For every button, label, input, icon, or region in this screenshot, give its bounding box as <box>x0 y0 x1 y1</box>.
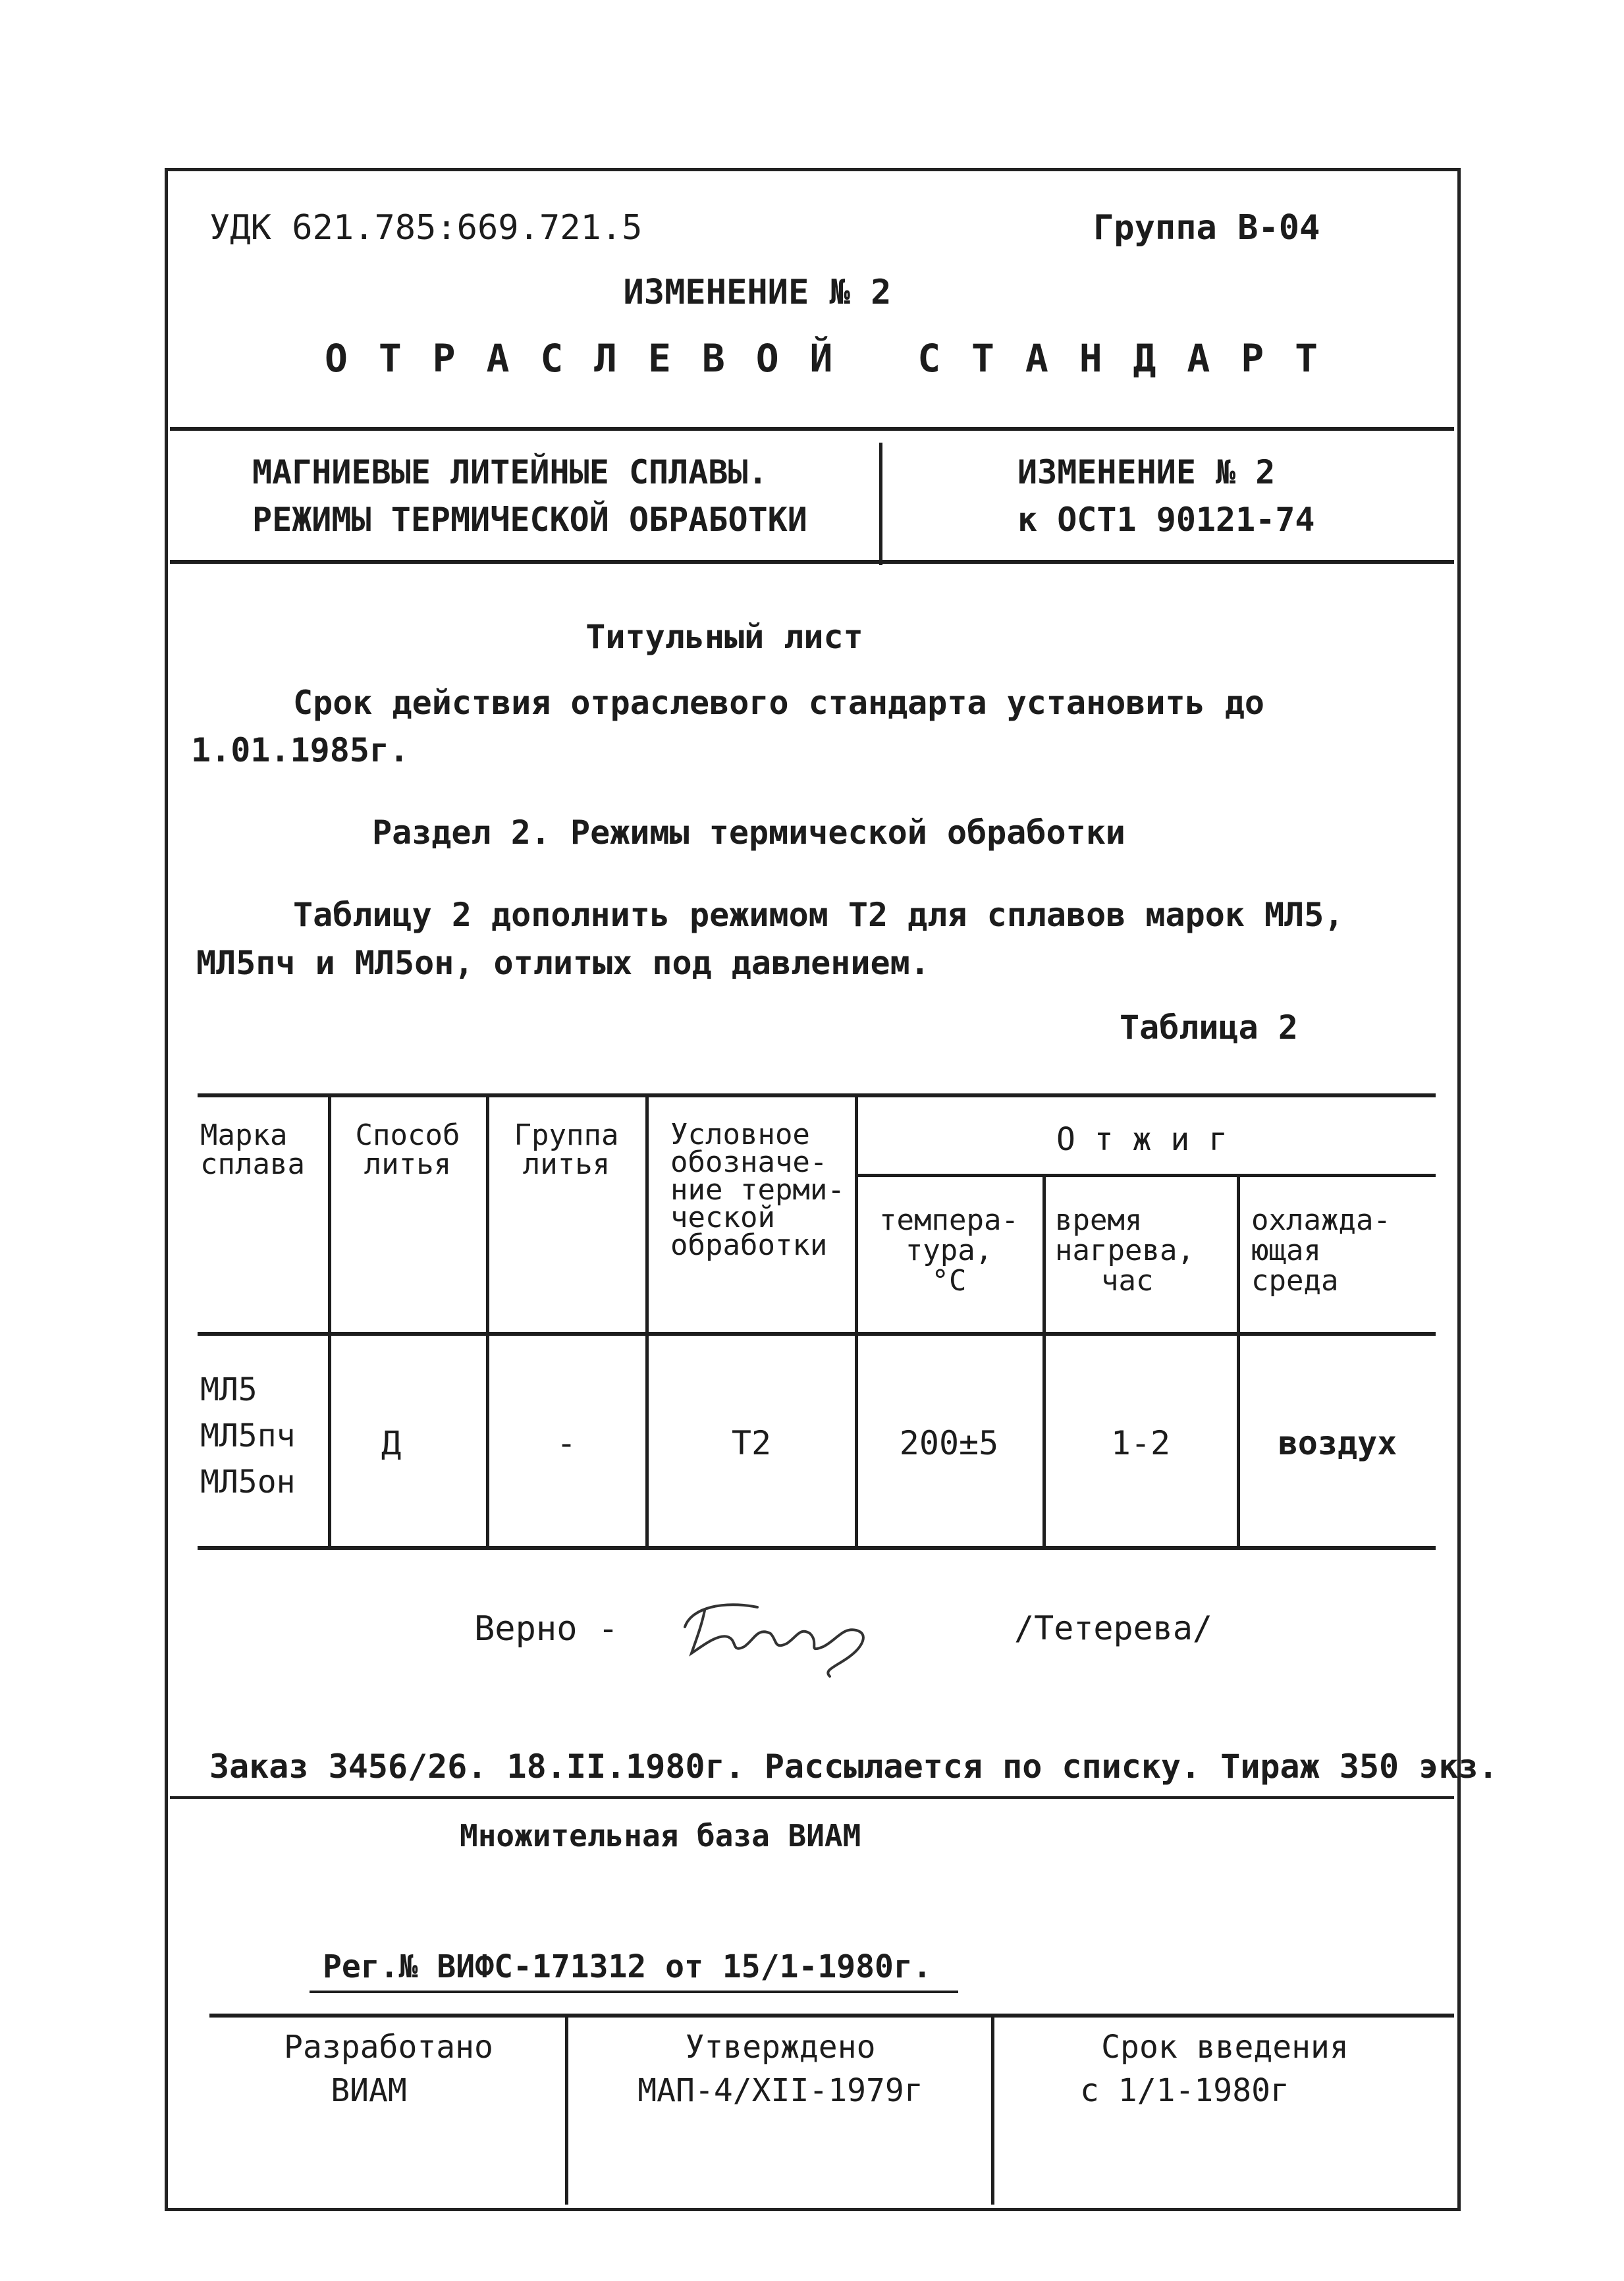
header-designation: Условное обозначе- ние терми- ческой обработки <box>670 1118 845 1262</box>
change-title: ИЗМЕНЕНИЕ № 2 <box>623 273 892 312</box>
row-method: Д <box>381 1424 402 1462</box>
effective-value: с 1/1-1980г <box>1080 2072 1289 2109</box>
print-base: Множительная база ВИАМ <box>460 1818 861 1854</box>
alloy-item: МЛ5 <box>200 1371 257 1408</box>
table-bottom-rule <box>198 1546 1436 1550</box>
header-casting-method: Способ литья <box>355 1118 460 1181</box>
table-label: Таблица 2 <box>1120 1008 1298 1047</box>
group-code: Группа В-04 <box>1093 208 1320 248</box>
alloy-item: МЛ5пч <box>200 1417 296 1454</box>
row-group: - <box>556 1424 577 1462</box>
developed-value: ВИАМ <box>331 2072 407 2109</box>
table-top-rule <box>198 1093 1436 1097</box>
registration: Рег.№ ВИФС-171312 от 15/1-1980г. <box>323 1948 932 1985</box>
alloy-item: МЛ5он <box>200 1464 296 1500</box>
row-time: 1-2 <box>1110 1424 1171 1462</box>
section-title: Титульный лист <box>585 618 863 656</box>
bottom-block-top-rule <box>209 2014 1454 2018</box>
effective-label: Срок введения <box>1101 2029 1349 2066</box>
subject-line-2: РЕЖИМЫ ТЕРМИЧЕСКОЙ ОБРАБОТКИ <box>252 501 807 539</box>
section2-title: Раздел 2. Режимы термической обработки <box>372 813 1125 852</box>
order-line: Заказ 3456/26. 18.II.1980г. Рассылается по списку. Тираж 350 экз. <box>209 1747 1498 1786</box>
row-temperature: 200±5 <box>899 1424 999 1462</box>
approved-label: Утверждено <box>685 2029 876 2066</box>
signature-label: Верно - <box>474 1609 619 1649</box>
table-intro-line-1: Таблицу 2 дополнить режимом Т2 для сплавов марок МЛ5, <box>293 896 1344 934</box>
validity-line-2: 1.01.1985г. <box>191 731 410 769</box>
standard-title: О Т Р А С Л Е В О Й С Т А Н Д А Р Т <box>324 336 1322 381</box>
table-col-sep-6 <box>1237 1176 1240 1546</box>
order-divider <box>170 1796 1454 1799</box>
header-casting-group: Группа литья <box>514 1118 619 1181</box>
header-annealing: О т ж и г <box>1056 1121 1228 1158</box>
table-col-sep-1 <box>328 1097 331 1546</box>
header-temperature: темпера- тура, °С <box>879 1203 1019 1298</box>
table-col-sep-4 <box>855 1097 858 1546</box>
header-alloy-grade: Марка сплава <box>200 1118 305 1181</box>
header-heating-time: время нагрева, час <box>1055 1203 1195 1298</box>
table-col-sep-5 <box>1042 1176 1046 1546</box>
annealing-rule <box>856 1174 1436 1177</box>
table-col-sep-3 <box>645 1097 649 1546</box>
signer-name: /Тетерева/ <box>1014 1609 1213 1647</box>
title-block-divider <box>170 560 1454 564</box>
handwritten-signature <box>665 1581 889 1680</box>
header-cooling-medium: охлажда- ющая среда <box>1251 1203 1391 1298</box>
row-medium: воздух <box>1278 1424 1397 1462</box>
subject-line-1: МАГНИЕВЫЕ ЛИТЕЙНЫЕ СПЛАВЫ. <box>252 453 768 491</box>
header-divider <box>170 427 1454 431</box>
approved-value: МАП-4/XII-1979г <box>637 2072 923 2109</box>
validity-line-1: Срок действия отраслевого стандарта установить до <box>293 684 1265 722</box>
table-header-rule <box>198 1332 1436 1336</box>
title-block-separator <box>879 443 882 565</box>
developed-label: Разработано <box>284 2029 493 2066</box>
change-line-1: ИЗМЕНЕНИЕ № 2 <box>1017 453 1276 491</box>
row-designation: Т2 <box>731 1424 772 1462</box>
table-intro-line-2: МЛ5пч и МЛ5он, отлитых под давлением. <box>196 944 930 982</box>
bottom-col-sep-1 <box>565 2018 568 2205</box>
udk-code: УДК 621.785:669.721.5 <box>209 208 643 248</box>
change-line-2: к ОСТ1 90121-74 <box>1017 501 1315 539</box>
bottom-col-sep-2 <box>991 2018 994 2205</box>
registration-underline <box>310 1991 958 1993</box>
row-alloys <box>200 1367 325 1505</box>
table-col-sep-2 <box>486 1097 489 1546</box>
